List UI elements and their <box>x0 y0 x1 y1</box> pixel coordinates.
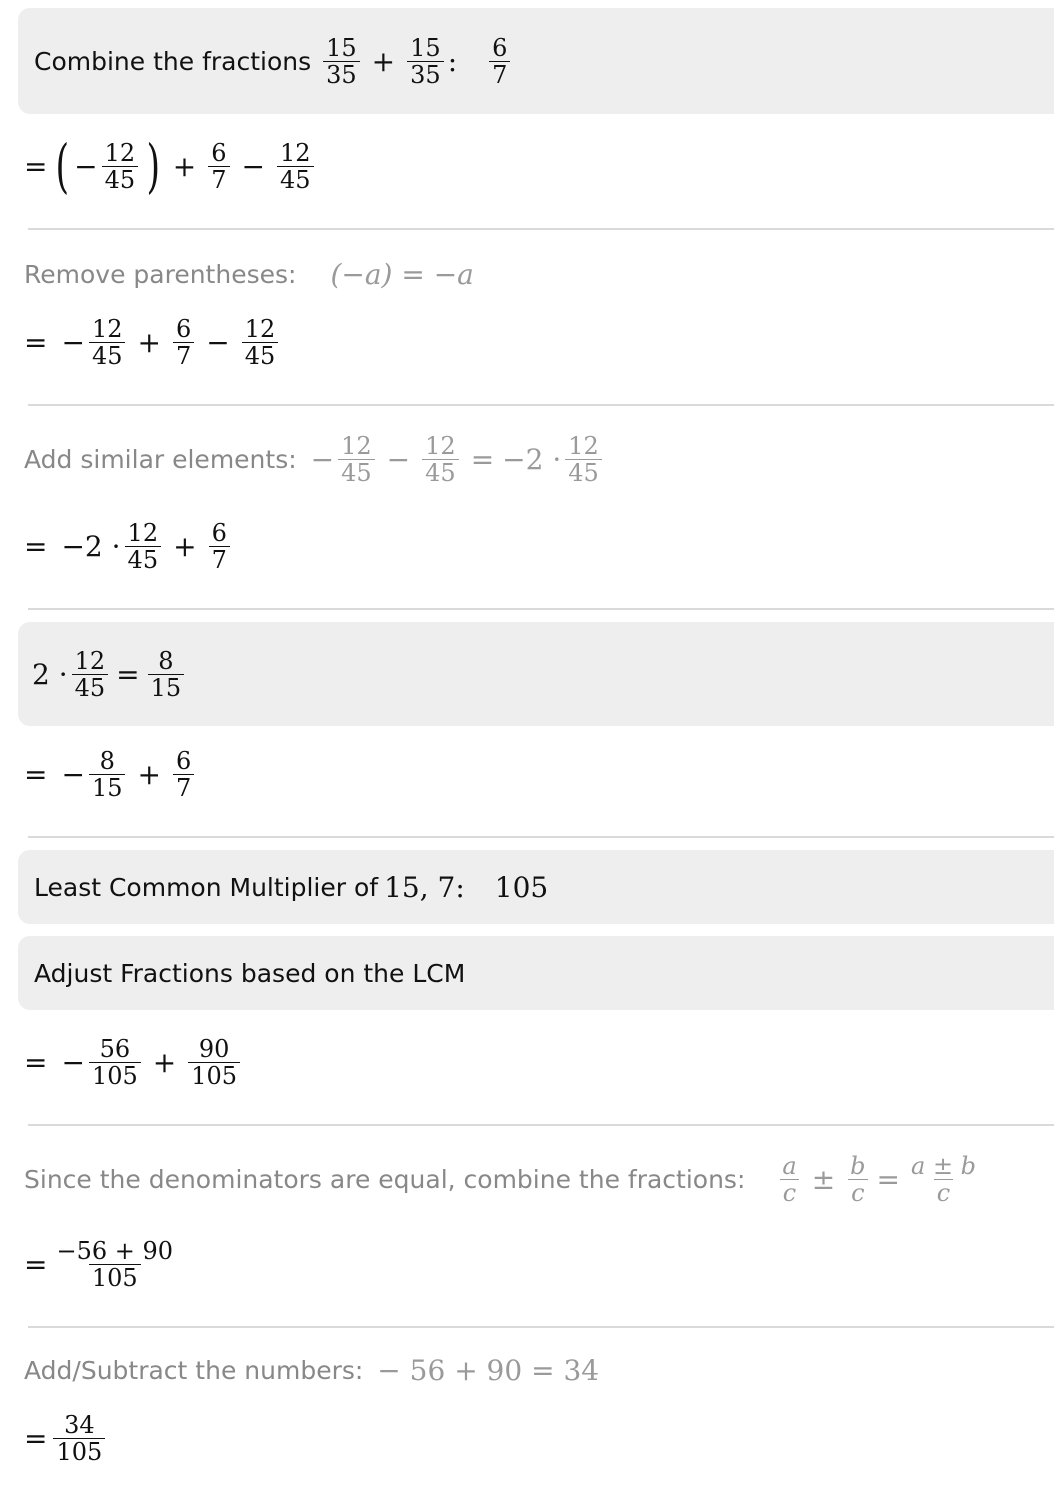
numerator: 12 <box>425 431 456 460</box>
numerator: b <box>850 1151 866 1180</box>
numerator: 56 <box>99 1034 131 1063</box>
numerator: −56 + 90 <box>56 1236 174 1265</box>
math-symbol: −2 · <box>61 529 121 563</box>
final-result-expression <box>0 1408 1054 1468</box>
math-symbol: = <box>24 757 48 791</box>
denominator: 7 <box>173 774 194 801</box>
divider <box>28 836 1054 838</box>
step-2-expression <box>0 312 1054 372</box>
divider <box>28 608 1054 610</box>
remove-parentheses-rule: (−a) = −a <box>330 257 474 291</box>
lcm-box <box>18 850 1054 924</box>
math-symbol: 2 · <box>32 657 68 691</box>
denominator: 105 <box>53 1438 105 1465</box>
math-symbol <box>89 748 126 801</box>
math-symbol <box>779 1153 799 1206</box>
math-symbol <box>89 1036 141 1089</box>
denominator: 15 <box>89 774 126 801</box>
denominator: 105 <box>89 1264 141 1291</box>
final-result-fraction <box>53 1412 105 1465</box>
denominator: 35 <box>407 61 444 88</box>
denominator: 105 <box>89 1062 141 1089</box>
math-symbol <box>173 748 194 801</box>
numerator: 12 <box>74 646 106 675</box>
denominator: 45 <box>565 459 602 486</box>
denominator: c <box>934 1179 953 1206</box>
math-symbol <box>89 316 126 369</box>
fraction <box>407 35 444 88</box>
adjust-fractions-label: Adjust Fractions based on the LCM <box>34 958 466 988</box>
denominator: 45 <box>422 459 459 486</box>
adjust-fractions-box <box>18 936 1054 1010</box>
math-symbol: + <box>172 149 197 183</box>
denominator: 15 <box>148 674 185 701</box>
math-symbol: = <box>24 1247 48 1281</box>
math-symbol: = <box>24 1045 48 1079</box>
math-symbol: : <box>447 44 458 78</box>
divider <box>28 1124 1054 1126</box>
combine-same-denominator-hint: Since the denominators are equal, combine the fractions: $\frac{a}{c}$ ± $\frac{b}{c}$ = $\frac{a \pm b}{c}$ <box>0 1148 1054 1210</box>
numerator: 34 <box>64 1410 95 1439</box>
numerator: 12 <box>279 138 311 167</box>
math-symbol: ± <box>811 1162 836 1196</box>
denominator: 45 <box>125 546 162 573</box>
numerator: 6 <box>211 518 227 547</box>
math-symbol: = <box>116 657 140 691</box>
math-symbol: + <box>371 44 396 78</box>
denominator: 7 <box>489 61 510 88</box>
lcm-args: 15, 7: <box>384 870 465 904</box>
math-symbol: + <box>173 529 197 563</box>
denominator: 45 <box>89 342 126 369</box>
numerator: 6 <box>175 746 192 775</box>
math-symbol <box>847 1153 868 1206</box>
math-symbol: = <box>876 1162 900 1196</box>
denominator: c <box>848 1179 867 1206</box>
numerator: 6 <box>175 314 192 343</box>
math-symbol <box>72 648 109 701</box>
math-symbol: − <box>310 442 335 476</box>
math-symbol <box>338 433 375 486</box>
denominator: 105 <box>188 1062 240 1089</box>
math-symbol: − <box>241 149 265 183</box>
combine-expression <box>319 35 514 88</box>
math-symbol <box>208 140 229 193</box>
math-symbol: ) <box>146 132 161 200</box>
denominator: c <box>780 1179 799 1206</box>
numerator: 12 <box>104 138 136 167</box>
lcm-label: Least Common Multiplier of <box>34 872 379 902</box>
step-5-expression <box>0 1032 1054 1092</box>
numerator: 12 <box>341 431 372 460</box>
combine-fractions-label: Combine the fractions <box>34 46 312 76</box>
math-symbol <box>908 1153 979 1206</box>
denominator: 7 <box>209 546 230 573</box>
numerator: 15 <box>410 33 441 62</box>
numerator: 12 <box>568 431 599 460</box>
numerator: 12 <box>244 314 276 343</box>
step-6-expression <box>0 1234 1054 1294</box>
combine-result-fraction <box>489 35 510 88</box>
numerator: 90 <box>198 1034 230 1063</box>
math-symbol <box>565 433 602 486</box>
add-similar-hint: Add similar elements: − $\frac{12}{45}$ − $\frac{12}{45}$ = −2 · $\frac{12}{45}$ <box>0 428 1054 490</box>
multiply-expression <box>32 648 188 701</box>
math-symbol: − <box>74 149 98 183</box>
add-subtract-expression: − 56 + 90 = 34 <box>377 1353 600 1387</box>
numerator: 12 <box>127 518 159 547</box>
math-symbol: = <box>24 149 48 183</box>
math-symbol: = <box>24 1421 48 1455</box>
lcm-value: 105 <box>494 870 549 904</box>
math-symbol <box>209 520 230 573</box>
math-symbol: − <box>61 1045 85 1079</box>
math-symbol: = <box>24 529 48 563</box>
math-symbol <box>242 316 279 369</box>
math-symbol: − <box>61 325 85 359</box>
numerator: a ± b <box>911 1151 977 1180</box>
math-symbol <box>53 1238 176 1291</box>
numerator: 12 <box>91 314 123 343</box>
step-4-expression <box>0 744 1054 804</box>
step-1-expression <box>0 132 1054 200</box>
math-symbol <box>148 648 185 701</box>
math-symbol: − <box>61 757 85 791</box>
divider <box>28 228 1054 230</box>
math-symbol: + <box>152 1045 177 1079</box>
remove-parentheses-hint: Remove parentheses: (−a) = −a <box>24 257 474 291</box>
math-symbol: − <box>386 442 411 476</box>
math-symbol <box>188 1036 240 1089</box>
math-symbol: = <box>24 325 48 359</box>
denominator: 7 <box>173 342 194 369</box>
numerator: 8 <box>99 746 115 775</box>
math-symbol: −2 · <box>502 442 562 476</box>
numerator: 8 <box>158 646 174 675</box>
divider <box>28 1326 1054 1328</box>
denominator: 45 <box>102 166 139 193</box>
denominator: 35 <box>323 61 360 88</box>
math-symbol <box>173 316 194 369</box>
denominator: 45 <box>242 342 279 369</box>
numerator: 15 <box>326 33 357 62</box>
combine-same-denominator-rule <box>775 1153 983 1206</box>
step-3-expression <box>0 516 1054 576</box>
fraction <box>323 35 360 88</box>
math-symbol: + <box>137 757 161 791</box>
multiply-box <box>18 622 1054 726</box>
math-symbol: − <box>206 325 230 359</box>
denominator: 45 <box>72 674 109 701</box>
math-symbol: + <box>137 325 161 359</box>
add-similar-rule <box>311 433 606 486</box>
math-symbol <box>102 140 139 193</box>
numerator: 6 <box>211 138 227 167</box>
numerator: a <box>782 1151 797 1180</box>
add-subtract-hint: Add/Subtract the numbers: − 56 + 90 = 34 <box>24 1353 600 1387</box>
math-symbol: = <box>470 442 495 476</box>
divider <box>28 404 1054 406</box>
combine-fractions-box <box>18 8 1054 114</box>
numerator: 6 <box>492 33 508 62</box>
math-symbol <box>422 433 459 486</box>
denominator: 45 <box>277 166 314 193</box>
math-symbol <box>125 520 162 573</box>
denominator: 45 <box>338 459 375 486</box>
math-symbol: ( <box>55 132 70 200</box>
denominator: 7 <box>208 166 229 193</box>
math-symbol <box>277 140 314 193</box>
